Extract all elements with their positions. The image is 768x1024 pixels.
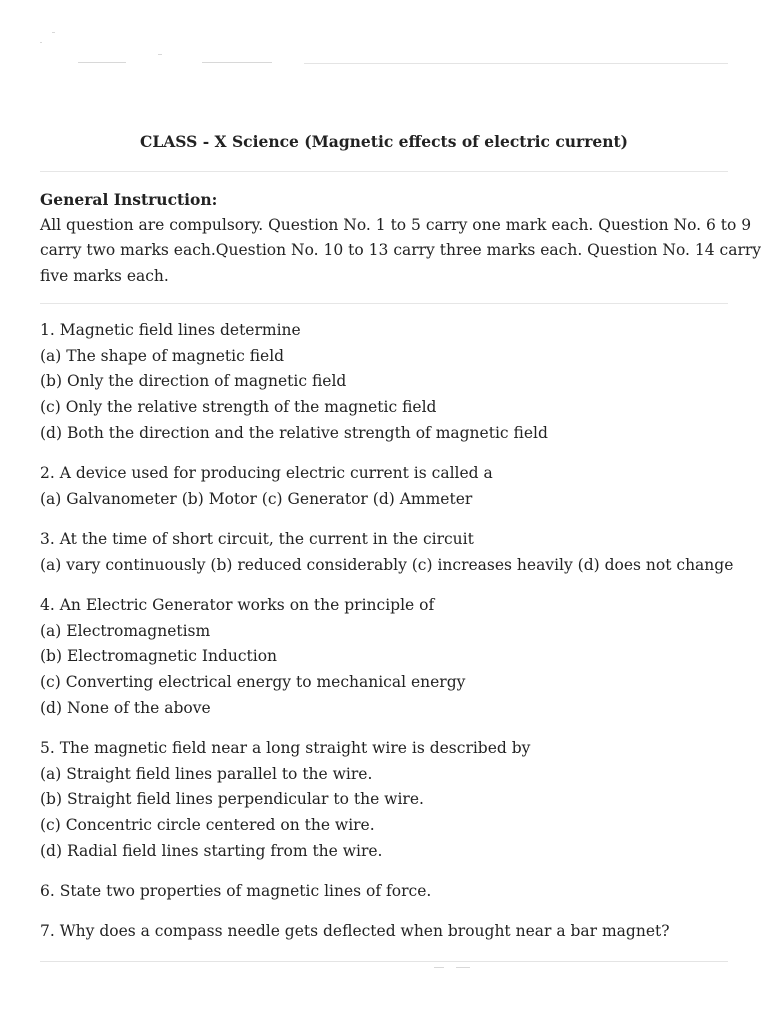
general-instructions (40, 187, 762, 290)
question-7 (40, 919, 728, 945)
question-text: 7. Why does a compass needle gets deflected when brought near a bar magnet? (40, 922, 670, 941)
option-text: (b) Only the direction of magnetic field (40, 372, 347, 391)
option-text: (b) Electromagnetic Induction (40, 647, 278, 666)
question-text: 4. An Electric Generator works on the principle of (40, 595, 435, 614)
question-2 (40, 461, 728, 512)
question-4 (40, 593, 728, 722)
instructions-line: five marks each. (40, 267, 169, 286)
option-text: (a) Electromagnetism (40, 621, 211, 640)
option-text: (c) Converting electrical energy to mechanical energy (40, 672, 466, 691)
option-text: (c) Only the relative strength of the magnetic field (40, 398, 437, 417)
header-artifact (40, 30, 300, 66)
header-divider (304, 63, 728, 64)
question-6 (40, 879, 728, 905)
option-text: (a) The shape of magnetic field (40, 346, 285, 365)
question-text: 3. At the time of short circuit, the current in the circuit (40, 529, 474, 548)
question-text: 5. The magnetic field near a long straight wire is described by (40, 738, 531, 757)
option-text: (a) Galvanometer (b) Motor (c) Generator (d) Ammeter (40, 489, 473, 508)
option-text: (a) Straight field lines parallel to the wire. (40, 764, 373, 783)
footer-artifact (430, 966, 490, 970)
instructions-heading: General Instruction: (40, 190, 218, 209)
question-1 (40, 318, 728, 447)
question-text: 2. A device used for producing electric current is called a (40, 464, 493, 483)
question-5 (40, 736, 728, 865)
question-list (40, 318, 734, 959)
question-text: 1. Magnetic field lines determine (40, 321, 301, 339)
option-text: (c) Concentric circle centered on the wire. (40, 815, 375, 834)
option-text: (d) Both the direction and the relative strength of magnetic field (40, 423, 548, 442)
title-divider (40, 171, 728, 172)
page-title: CLASS - X Science (Magnetic effects of electric current) (139, 132, 628, 151)
instructions-divider (40, 303, 728, 304)
option-text: (d) Radial field lines starting from the wire. (40, 841, 383, 860)
option-text: (a) vary continuously (b) reduced considerably (c) increases heavily (d) does not change (40, 555, 734, 574)
instructions-line: carry two marks each.Question No. 10 to 13 carry three marks each. Question No. 14 carry (40, 241, 762, 260)
question-3 (40, 527, 734, 578)
question-text: 6. State two properties of magnetic lines of force. (40, 881, 432, 900)
instructions-line: All question are compulsory. Question No. 1 to 5 carry one mark each. Question No. 6 to 9 (40, 215, 752, 234)
option-text: (b) Straight field lines perpendicular to the wire. (40, 790, 424, 809)
option-text: (d) None of the above (40, 698, 211, 717)
footer-divider (40, 961, 728, 962)
